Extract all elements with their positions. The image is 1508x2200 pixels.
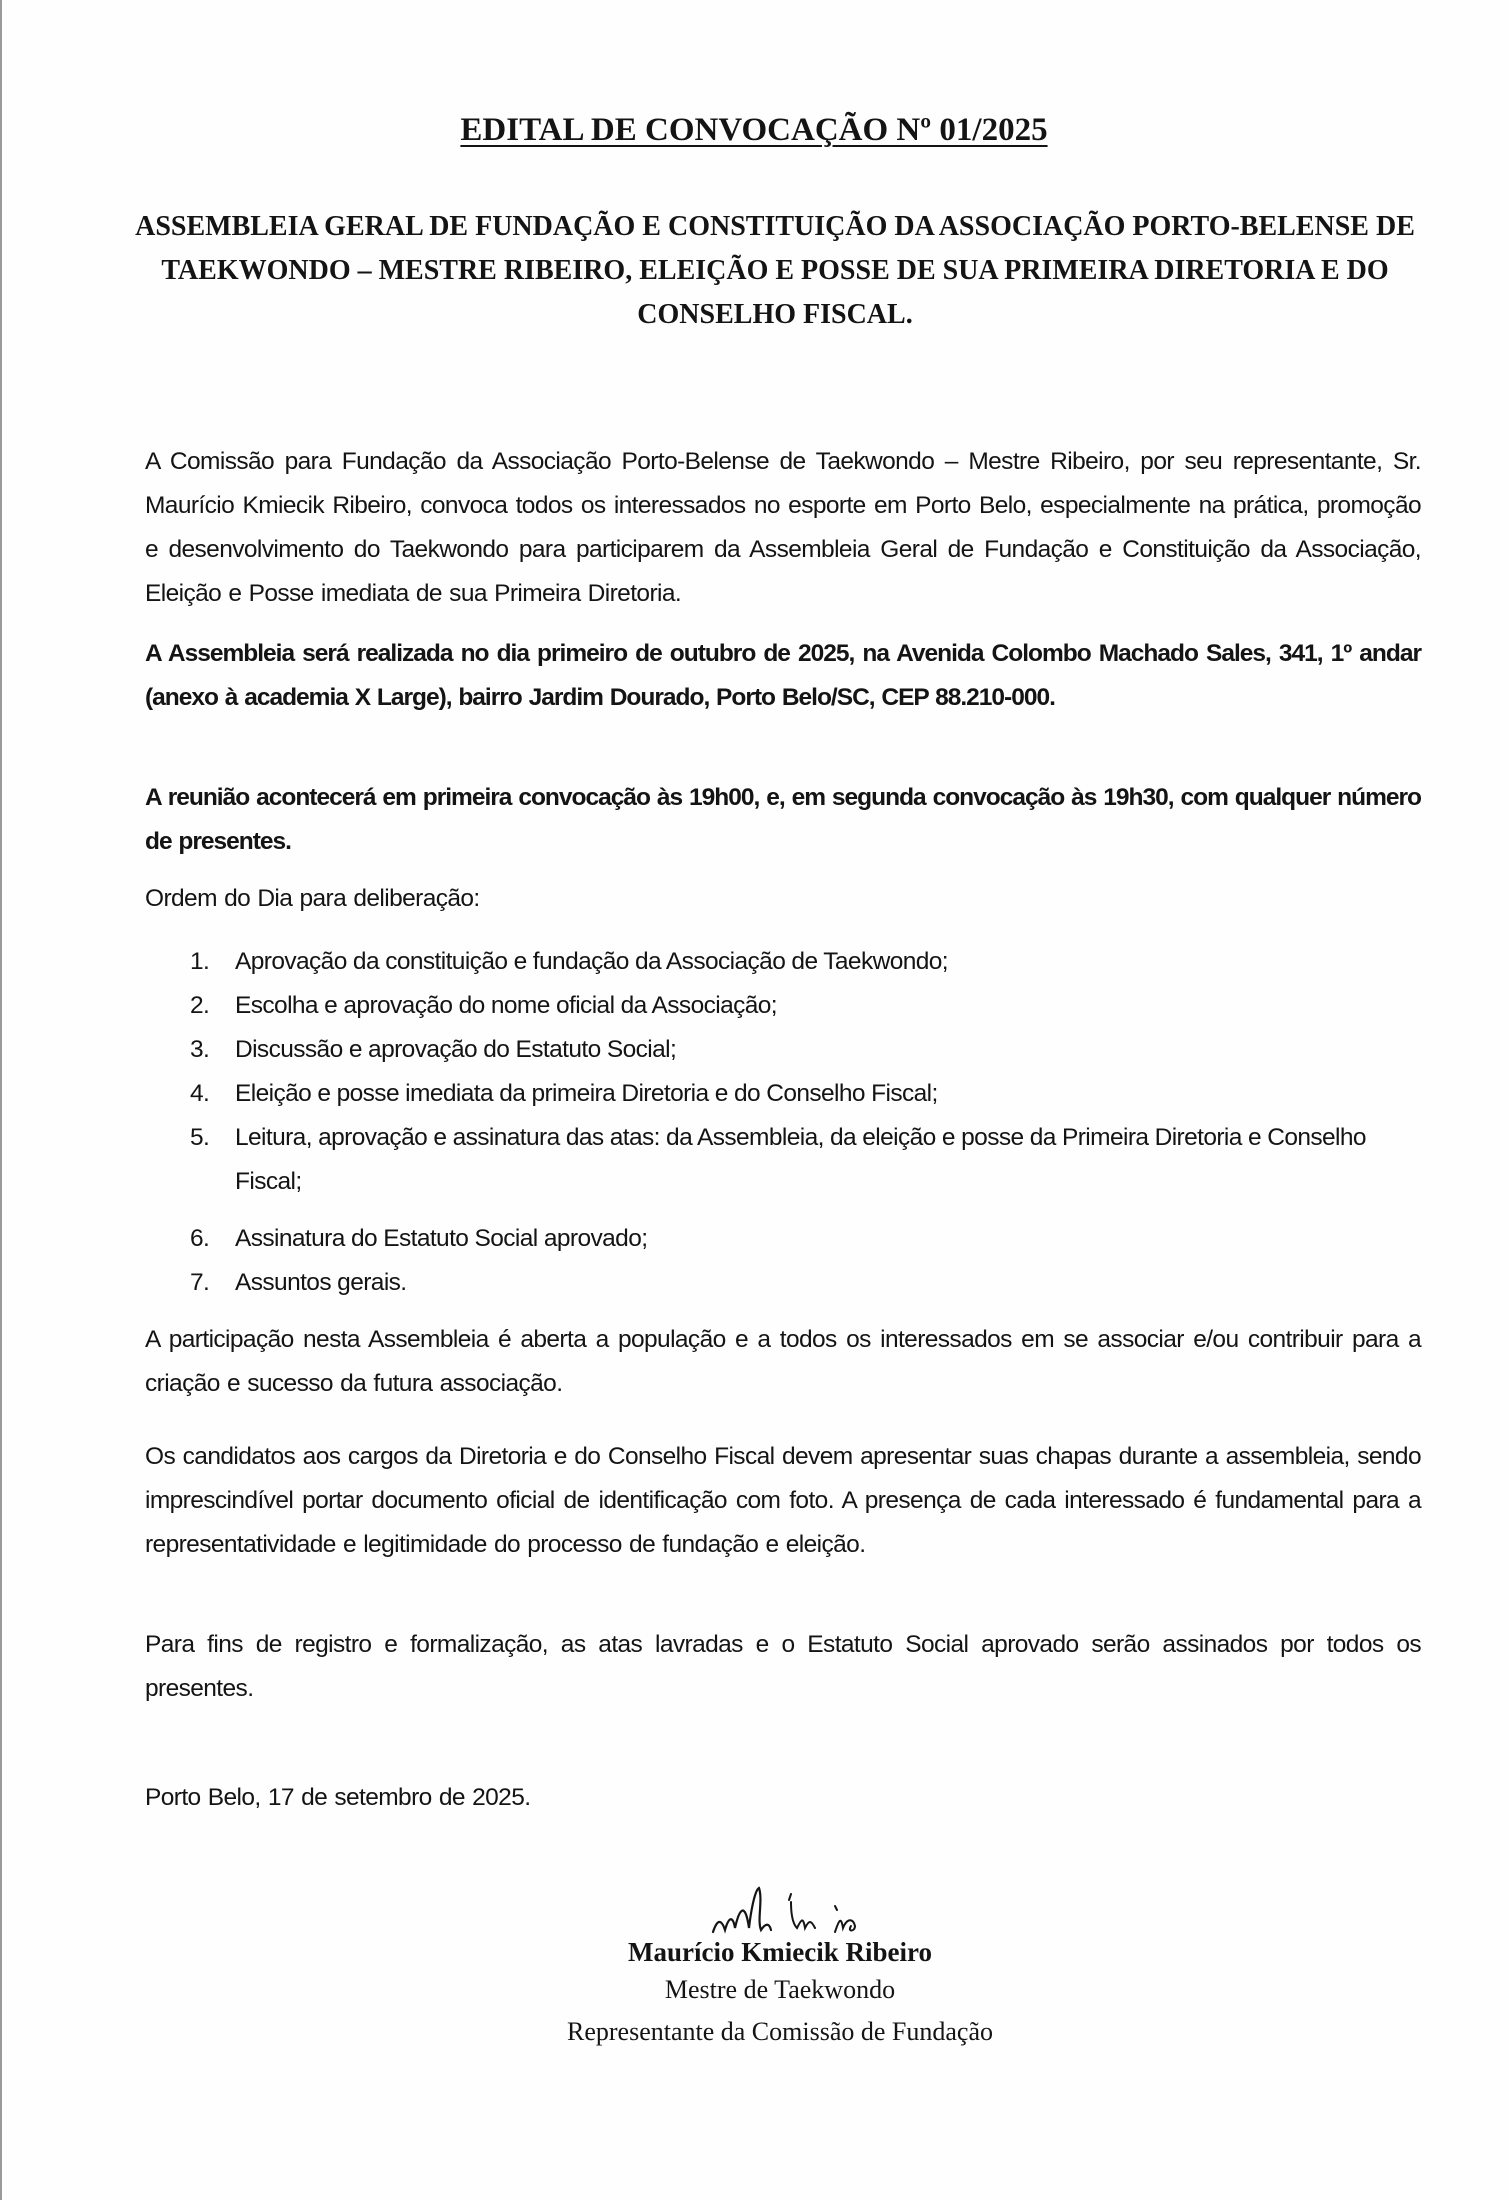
agenda-item-text: Assinatura do Estatuto Social aprovado; (235, 1225, 648, 1252)
agenda-heading (145, 877, 1421, 921)
agenda-item (190, 1028, 1420, 1072)
signatory-role: Mestre de Taekwondo (664, 1975, 896, 2004)
participation-text: A participação nesta Assembleia é aberta a população e a todos os interessados em se associar e/ou contribuir para a criação e sucesso da futura associação. (145, 1326, 1421, 1397)
agenda-item (190, 1072, 1420, 1116)
schedule-text: A reunião acontecerá em primeira convocação às 19h00, e, em segunda convocação às 19h30, com qualquer número de presentes. (145, 784, 1421, 855)
agenda-item-text: Escolha e aprovação do nome oficial da Associação; (235, 992, 778, 1019)
agenda-heading-text: Ordem do Dia para deliberação: (145, 885, 480, 912)
agenda-item (190, 1116, 1420, 1204)
candidates-text: Os candidatos aos cargos da Diretoria e do Conselho Fiscal devem apresentar suas chapas durante a assembleia, sendo imprescindível portar documento oficial de identificação com foto. A presença de cada interessado é fundamental para a representatividade e legitimidade do processo de fundação e eleição. (145, 1443, 1421, 1558)
agenda-item-text: Discussão e aprovação do Estatuto Social; (235, 1036, 677, 1063)
registration-text: Para fins de registro e formalização, as atas lavradas e o Estatuto Social aprovado serão assinados por todos os presentes. (145, 1631, 1421, 1702)
page-edge (0, 0, 2, 2200)
agenda-item-number: 5. (190, 1124, 210, 1151)
agenda-list (190, 940, 1420, 1305)
place-date-text: Porto Belo, 17 de setembro de 2025. (145, 1784, 531, 1811)
document-title (0, 112, 1508, 149)
signatory-position: Representante da Comissão de Fundação (567, 2017, 993, 2046)
participation-paragraph (145, 1318, 1421, 1406)
agenda-item-number: 1. (190, 948, 210, 975)
intro-paragraph (145, 440, 1421, 616)
schedule-paragraph (145, 776, 1421, 864)
agenda-item (190, 940, 1420, 984)
agenda-item-text: Assuntos gerais. (235, 1269, 407, 1296)
agenda-item-number: 4. (190, 1080, 210, 1107)
agenda-item-number: 3. (190, 1036, 210, 1063)
signatory-name: Maurício Kmiecik Ribeiro (628, 1937, 932, 1967)
agenda-item (190, 1217, 1420, 1261)
signature-block (500, 1905, 1060, 2053)
agenda-item (190, 1261, 1420, 1305)
agenda-item-text: Aprovação da constituição e fundação da Associação de Taekwondo; (235, 948, 949, 975)
title-text: EDITAL DE CONVOCAÇÃO Nº 01/2025 (460, 112, 1048, 148)
agenda-item-number: 7. (190, 1269, 210, 1296)
candidates-paragraph (145, 1435, 1421, 1567)
location-text: A Assembleia será realizada no dia primeiro de outubro de 2025, na Avenida Colombo Machado Sales, 341, 1º andar (anexo à academia X Large), bairro Jardim Dourado, Porto Belo/SC, CEP 88.210-000. (145, 640, 1421, 711)
agenda-item (190, 984, 1420, 1028)
location-paragraph (145, 632, 1421, 720)
place-date (145, 1776, 1421, 1820)
registration-paragraph (145, 1623, 1421, 1711)
document-subtitle: ASSEMBLEIA GERAL DE FUNDAÇÃO E CONSTITUIÇÃO DA ASSOCIAÇÃO PORTO-BELENSE DE TAEKWONDO – MESTRE RIBEIRO, ELEIÇÃO E POSSE DE SUA PRIMEIRA DIRETORIA E DO CONSELHO FISCAL. (135, 211, 1415, 330)
agenda-item-number: 6. (190, 1225, 210, 1252)
intro-text: A Comissão para Fundação da Associação Porto-Belense de Taekwondo – Mestre Ribeiro, por seu representante, Sr. Maurício Kmiecik Ribeiro, convoca todos os interessados no esporte em Porto Belo, especialmente na prática, promoção e desenvolvimento do Taekwondo para participarem da Assembleia Geral de Fundação e Constituição da Associação, Eleição e Posse imediata de sua Primeira Diretoria. (145, 448, 1421, 607)
agenda-item-number: 2. (190, 992, 210, 1019)
agenda-item-text: Eleição e posse imediata da primeira Diretoria e do Conselho Fiscal; (235, 1080, 938, 1107)
agenda-item-text: Leitura, aprovação e assinatura das atas: da Assembleia, da eleição e posse da Primeira Diretoria e Conselho Fiscal; (235, 1124, 1366, 1195)
